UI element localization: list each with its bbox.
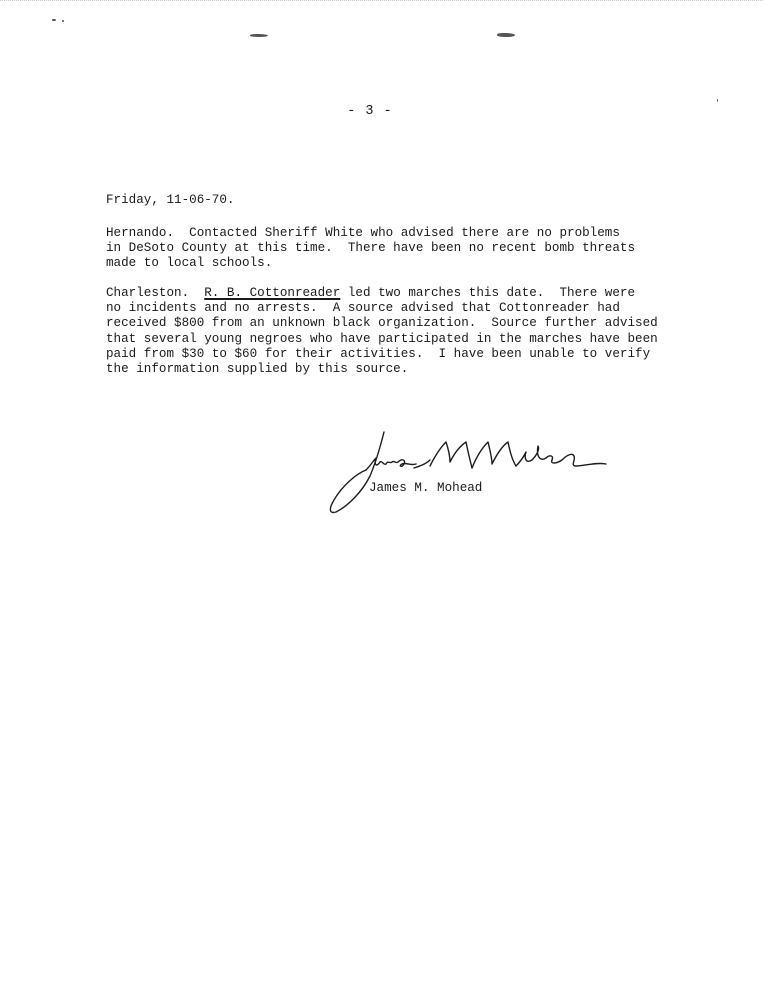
scan-speck [717, 99, 718, 102]
signer-name: James M. Mohead [369, 481, 483, 495]
date-line: Friday, 11-06-70. [106, 193, 235, 207]
underlined-name: R. B. Cottonreader [204, 286, 341, 300]
handwritten-signature [326, 426, 616, 518]
text-line: in DeSoto County at this time. There have been no recent bomb threats [106, 241, 636, 256]
text-line: paid from $30 to $60 for their activities. I have been unable to verify [106, 346, 651, 361]
text-segment: Charleston. [106, 286, 205, 300]
text-line: no incidents and no arrests. A source advised that Cottonreader had [106, 301, 620, 316]
paragraph-charleston [106, 286, 658, 377]
text-line: made to local schools. [106, 256, 273, 271]
text-line [106, 286, 658, 301]
text-segment: led two marches this date. There were [340, 286, 636, 300]
scan-speck [62, 20, 64, 22]
text-line: the information supplied by this source. [106, 362, 409, 377]
scan-speck [52, 19, 56, 21]
paragraph-hernando [106, 226, 635, 272]
text-line: received $800 from an unknown black organization. Source further advised [106, 316, 658, 331]
punch-mark [497, 33, 515, 37]
text-line: that several young negroes who have participated in the marches have been [106, 331, 658, 346]
page-number: - 3 - [347, 104, 393, 119]
punch-mark [250, 34, 268, 37]
scan-edge [0, 0, 763, 3]
text-line: Hernando. Contacted Sheriff White who advised there are no problems [106, 226, 620, 240]
